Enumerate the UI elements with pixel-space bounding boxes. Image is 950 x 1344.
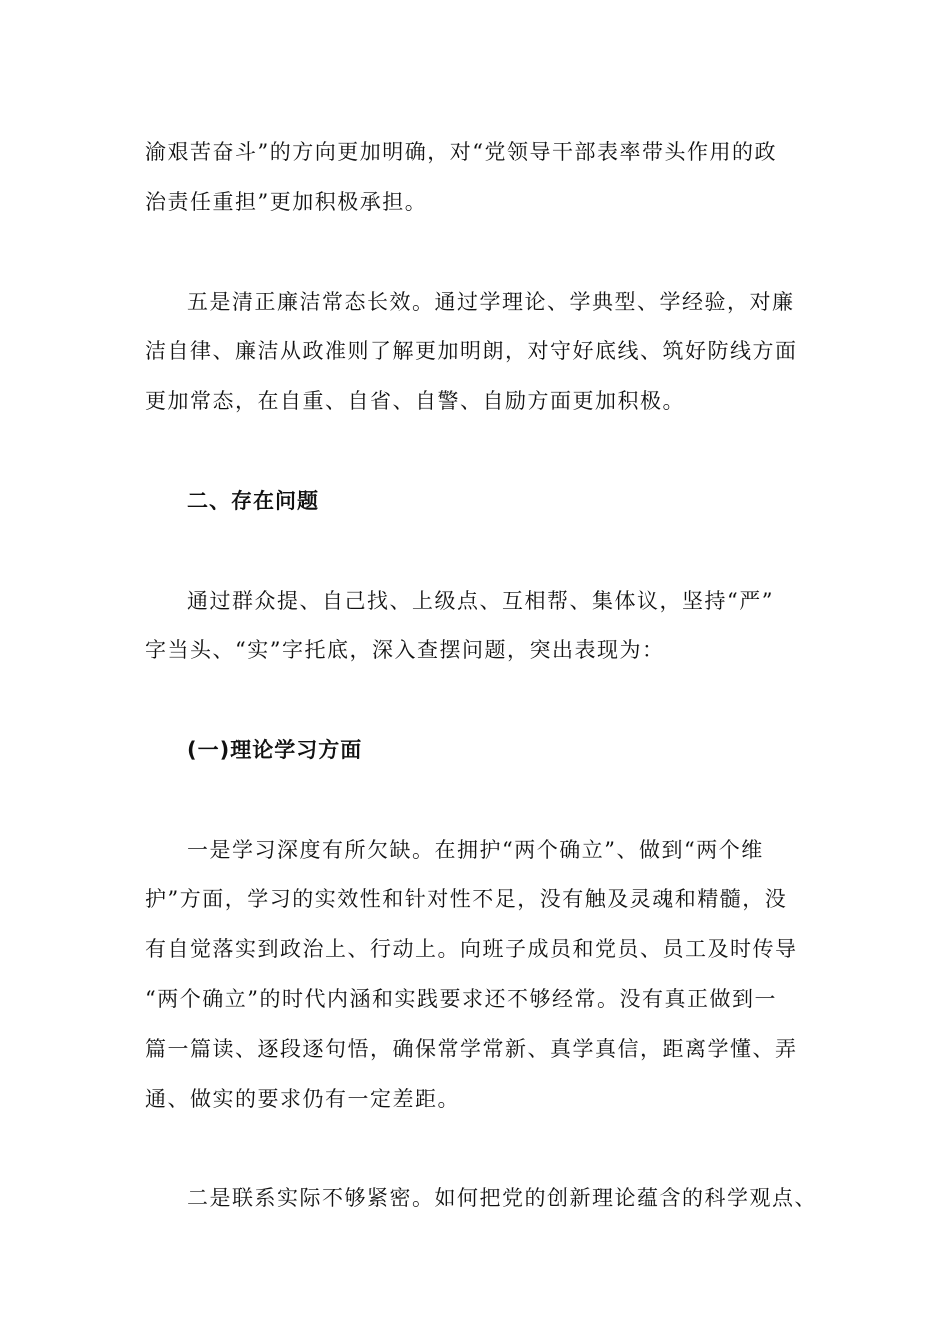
paragraph-line: 渝艰苦奋斗”的方向更加明确，对“党领导干部表率带头作用的政	[145, 140, 777, 164]
paragraph-line: 有自觉落实到政治上、行动上。向班子成员和党员、员工及时传导	[145, 937, 798, 961]
paragraph-line: 洁自律、廉洁从政准则了解更加明朗，对守好底线、筑好防线方面	[145, 339, 798, 363]
paragraph-line: 护”方面，学习的实效性和针对性不足，没有触及灵魂和精髓，没	[145, 887, 788, 911]
paragraph-line: 更加常态，在自重、自省、自警、自励方面更加积极。	[145, 389, 685, 413]
paragraph-line: 五是清正廉洁常态长效。通过学理论、学典型、学经验，对廉	[187, 290, 795, 314]
paragraph-line: 二是联系实际不够紧密。如何把党的创新理论蕴含的科学观点、	[187, 1186, 817, 1210]
paragraph-line: 一是学习深度有所欠缺。在拥护“两个确立”、做到“两个维	[187, 838, 764, 862]
paragraph-line: 通过群众提、自己找、上级点、互相帮、集体议，坚持“严”	[187, 589, 774, 613]
section-heading: 二、存在问题	[187, 489, 319, 513]
paragraph-line: “两个确立”的时代内涵和实践要求还不够经常。没有真正做到一	[145, 987, 777, 1011]
paragraph-line: 通、做实的要求仍有一定差距。	[145, 1087, 460, 1111]
subsection-heading: (一)理论学习方面	[187, 738, 363, 762]
paragraph-line: 字当头、“实”字托底，深入查摆问题，突出表现为：	[145, 638, 665, 662]
paragraph-line: 篇一篇读、逐段逐句悟，确保常学常新、真学真信，距离学懂、弄	[145, 1037, 798, 1061]
paragraph-line: 治责任重担”更加积极承担。	[145, 190, 428, 214]
